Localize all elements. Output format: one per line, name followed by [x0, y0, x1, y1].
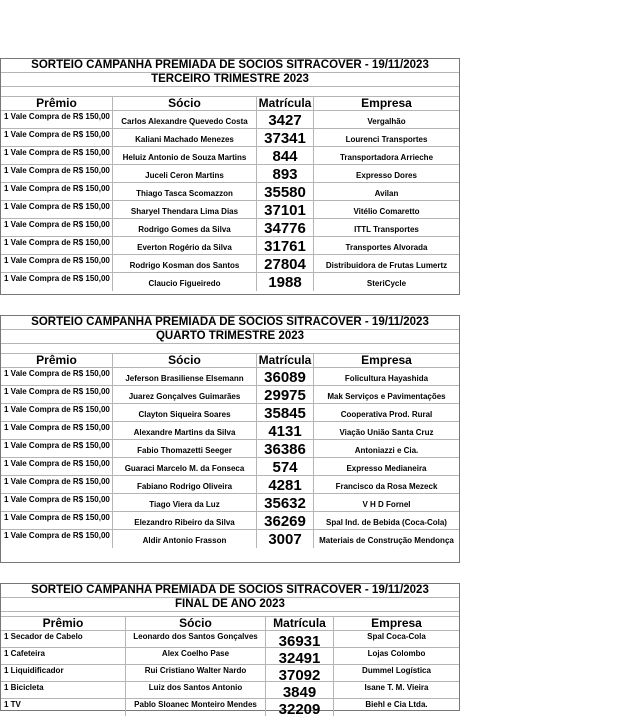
cell-empresa: Spal Ind. de Bebida (Coca-Cola) [326, 518, 447, 527]
cell-matricula: 35632 [257, 494, 314, 511]
cell-premio: 1 Vale Compra de R$ 150,00 [1, 368, 113, 385]
table-row [1, 494, 459, 512]
cell-socio: Alex Coelho Pase [126, 648, 266, 664]
header-matricula: Matrícula [257, 354, 314, 367]
header-premio: Prêmio [1, 617, 126, 630]
table-title: SORTEIO CAMPANHA PREMIADA DE SOCIOS SITRACOVER - 19/11/2023 [1, 316, 459, 330]
cell-socio: Pablo Sloanec Monteiro Mendes [126, 699, 266, 716]
cell-socio: Fabiano Rodrigo Oliveira [113, 476, 257, 493]
header-socio: Sócio [126, 617, 266, 630]
cell-matricula: 37092 [266, 665, 334, 681]
cell-matricula: 4281 [257, 476, 314, 493]
cell-socio: Carlos Alexandre Quevedo Costa [113, 111, 257, 128]
cell-premio: 1 Vale Compra de R$ 150,00 [1, 422, 113, 439]
cell-premio: 1 Vale Compra de R$ 150,00 [1, 165, 113, 182]
cell-premio: 1 Vale Compra de R$ 150,00 [1, 440, 113, 457]
cell-premio: 1 Vale Compra de R$ 150,00 [1, 237, 113, 254]
cell-premio: 1 Vale Compra de R$ 150,00 [1, 386, 113, 403]
cell-matricula: 893 [257, 165, 314, 182]
table-row [1, 255, 459, 273]
cell-socio: Jeferson Brasiliense Elsemann [113, 368, 257, 385]
cell-socio: Heluiz Antonio de Souza Martins [113, 147, 257, 164]
cell-socio: Luiz dos Santos Antonio [126, 682, 266, 698]
cell-empresa: Francisco da Rosa Mezeck [335, 482, 438, 491]
table-row [1, 404, 459, 422]
table-row [1, 111, 459, 129]
cell-matricula: 1988 [257, 273, 314, 291]
table-row [1, 165, 459, 183]
cell-empresa: Lojas Colombo [367, 649, 426, 658]
cell-socio: Tiago Viera da Luz [113, 494, 257, 511]
cell-empresa: Lourenci Transportes [345, 135, 428, 144]
header-matricula: Matrícula [266, 617, 334, 630]
cell-matricula: 32209 [266, 699, 334, 716]
table-subtitle: TERCEIRO TRIMESTRE 2023 [1, 73, 459, 87]
cell-empresa: Distribuidora de Frutas Lumertz [325, 261, 448, 270]
cell-premio: 1 Vale Compra de R$ 150,00 [1, 255, 113, 272]
cell-socio: Fabio Thomazetti Seeger [113, 440, 257, 457]
header-premio: Prêmio [1, 97, 113, 110]
cell-empresa: Spal Coca-Cola [367, 632, 426, 641]
cell-premio: 1 Vale Compra de R$ 150,00 [1, 111, 113, 128]
table-row [1, 147, 459, 165]
cell-socio: Rui Cristiano Walter Nardo [126, 665, 266, 681]
cell-empresa: Dummel Logística [362, 666, 431, 675]
header-empresa: Empresa [361, 354, 412, 367]
table-row [1, 476, 459, 494]
cell-matricula: 35580 [257, 183, 314, 200]
cell-empresa: V H D Fornel [362, 500, 411, 509]
cell-empresa: Folicultura Hayashida [344, 374, 429, 383]
cell-premio: 1 Cafeteira [1, 648, 126, 664]
cell-premio: 1 Vale Compra de R$ 150,00 [1, 129, 113, 146]
cell-premio: 1 Vale Compra de R$ 150,00 [1, 494, 113, 511]
table-row [1, 682, 459, 699]
cell-matricula: 3007 [257, 530, 314, 548]
table-row [1, 237, 459, 255]
cell-premio: 1 TV [1, 699, 126, 716]
table-row [1, 201, 459, 219]
table-title: SORTEIO CAMPANHA PREMIADA DE SÓCIOS SITRACOVER - 19/11/2023 [1, 584, 459, 598]
header-empresa: Empresa [371, 617, 422, 630]
blank-row [1, 344, 459, 354]
cell-matricula: 574 [257, 458, 314, 475]
cell-empresa: SteriCycle [366, 279, 407, 288]
cell-empresa: Mak Serviços e Pavimentações [327, 392, 446, 401]
cell-premio: 1 Vale Compra de R$ 150,00 [1, 512, 113, 529]
table-row [1, 512, 459, 530]
table-row [1, 219, 459, 237]
cell-socio: Rodrigo Kosman dos Santos [113, 255, 257, 272]
cell-premio: 1 Vale Compra de R$ 150,00 [1, 183, 113, 200]
table-row [1, 368, 459, 386]
header-premio: Prêmio [1, 354, 113, 367]
cell-socio: Juarez Gonçalves Guimarães [113, 386, 257, 403]
cell-matricula: 34776 [257, 219, 314, 236]
cell-premio: 1 Vale Compra de R$ 150,00 [1, 219, 113, 236]
table-row [1, 386, 459, 404]
cell-premio: 1 Vale Compra de R$ 150,00 [1, 476, 113, 493]
cell-empresa: Avilan [374, 189, 399, 198]
cell-matricula: 37101 [257, 201, 314, 218]
cell-premio: 1 Liquidificador [1, 665, 126, 681]
cell-premio: 1 Vale Compra de R$ 150,00 [1, 273, 113, 291]
cell-socio: Kaliani Machado Menezes [113, 129, 257, 146]
cell-premio: 1 Vale Compra de R$ 150,00 [1, 530, 113, 548]
table-row [1, 699, 459, 716]
blank-row [1, 87, 459, 97]
cell-socio: Aldir Antonio Frasson [113, 530, 257, 548]
header-empresa: Empresa [361, 97, 412, 110]
header-row [1, 617, 459, 631]
table-row [1, 665, 459, 682]
cell-empresa: ITTL Transportes [354, 225, 419, 234]
cell-empresa: Expresso Medianeira [346, 464, 427, 473]
cell-empresa: Materiais de Construção Mendonça [319, 536, 454, 545]
cell-socio: Claucio Figueiredo [113, 273, 257, 291]
cell-socio: Sharyel Thendara Lima Dias [113, 201, 257, 218]
cell-matricula: 31761 [257, 237, 314, 254]
cell-empresa: Vergalhão [367, 117, 406, 126]
table-subtitle: FINAL DE ANO 2023 [1, 598, 459, 612]
cell-socio: Rodrigo Gomes da Silva [113, 219, 257, 236]
table-row [1, 631, 459, 648]
cell-empresa: Transportes Alvorada [345, 243, 428, 252]
cell-matricula: 27804 [257, 255, 314, 272]
cell-socio: Thiago Tasca Scomazzon [113, 183, 257, 200]
cell-premio: 1 Vale Compra de R$ 150,00 [1, 404, 113, 421]
cell-socio: Everton Rogério da Silva [113, 237, 257, 254]
cell-matricula: 4131 [257, 422, 314, 439]
table-quarto-trimestre [0, 315, 460, 563]
cell-socio: Clayton Siqueira Soares [113, 404, 257, 421]
cell-socio: Alexandre Martins da Silva [113, 422, 257, 439]
cell-matricula: 35845 [257, 404, 314, 421]
cell-empresa: Viação União Santa Cruz [339, 428, 434, 437]
cell-empresa: Transportadora Arrieche [339, 153, 434, 162]
header-socio: Sócio [113, 97, 257, 110]
cell-matricula: 36931 [266, 631, 334, 647]
table-row [1, 648, 459, 665]
header-row [1, 354, 459, 368]
cell-matricula: 36089 [257, 368, 314, 385]
cell-empresa: Antoniazzi e Cia. [354, 446, 419, 455]
table-row [1, 440, 459, 458]
cell-premio: 1 Secador de Cabelo [1, 631, 126, 647]
cell-matricula: 29975 [257, 386, 314, 403]
table-row [1, 129, 459, 147]
cell-matricula: 36386 [257, 440, 314, 457]
table-row [1, 183, 459, 201]
cell-empresa: Isane T. M. Vieira [364, 683, 429, 692]
cell-socio: Guaraci Marcelo M. da Fonseca [113, 458, 257, 475]
table-terceiro-trimestre [0, 58, 460, 295]
table-row [1, 530, 459, 548]
cell-empresa: Expresso Dores [356, 171, 417, 180]
cell-premio: 1 Vale Compra de R$ 150,00 [1, 147, 113, 164]
header-row [1, 97, 459, 111]
header-matricula: Matrícula [257, 97, 314, 110]
cell-empresa: Cooperativa Prod. Rural [340, 410, 433, 419]
cell-matricula: 844 [257, 147, 314, 164]
cell-matricula: 37341 [257, 129, 314, 146]
table-title: SORTEIO CAMPANHA PREMIADA DE SOCIOS SITRACOVER - 19/11/2023 [1, 59, 459, 73]
table-subtitle: QUARTO TRIMESTRE 2023 [1, 330, 459, 344]
table-final-de-ano [0, 583, 460, 716]
table-row [1, 422, 459, 440]
header-socio: Sócio [113, 354, 257, 367]
cell-premio: 1 Vale Compra de R$ 150,00 [1, 458, 113, 475]
cell-matricula: 3427 [257, 111, 314, 128]
table-row [1, 458, 459, 476]
cell-socio: Juceli Ceron Martins [113, 165, 257, 182]
table-row [1, 273, 459, 291]
cell-socio: Leonardo dos Santos Gonçalves [126, 631, 266, 647]
cell-empresa: Vitélio Comaretto [353, 207, 420, 216]
cell-premio: 1 Bicicleta [1, 682, 126, 698]
cell-empresa: Biehl e Cia Ltda. [365, 700, 428, 709]
cell-socio: Elezandro Ribeiro da Silva [113, 512, 257, 529]
cell-premio: 1 Vale Compra de R$ 150,00 [1, 201, 113, 218]
cell-matricula: 36269 [257, 512, 314, 529]
cell-matricula: 32491 [266, 648, 334, 664]
cell-matricula: 3849 [266, 682, 334, 698]
